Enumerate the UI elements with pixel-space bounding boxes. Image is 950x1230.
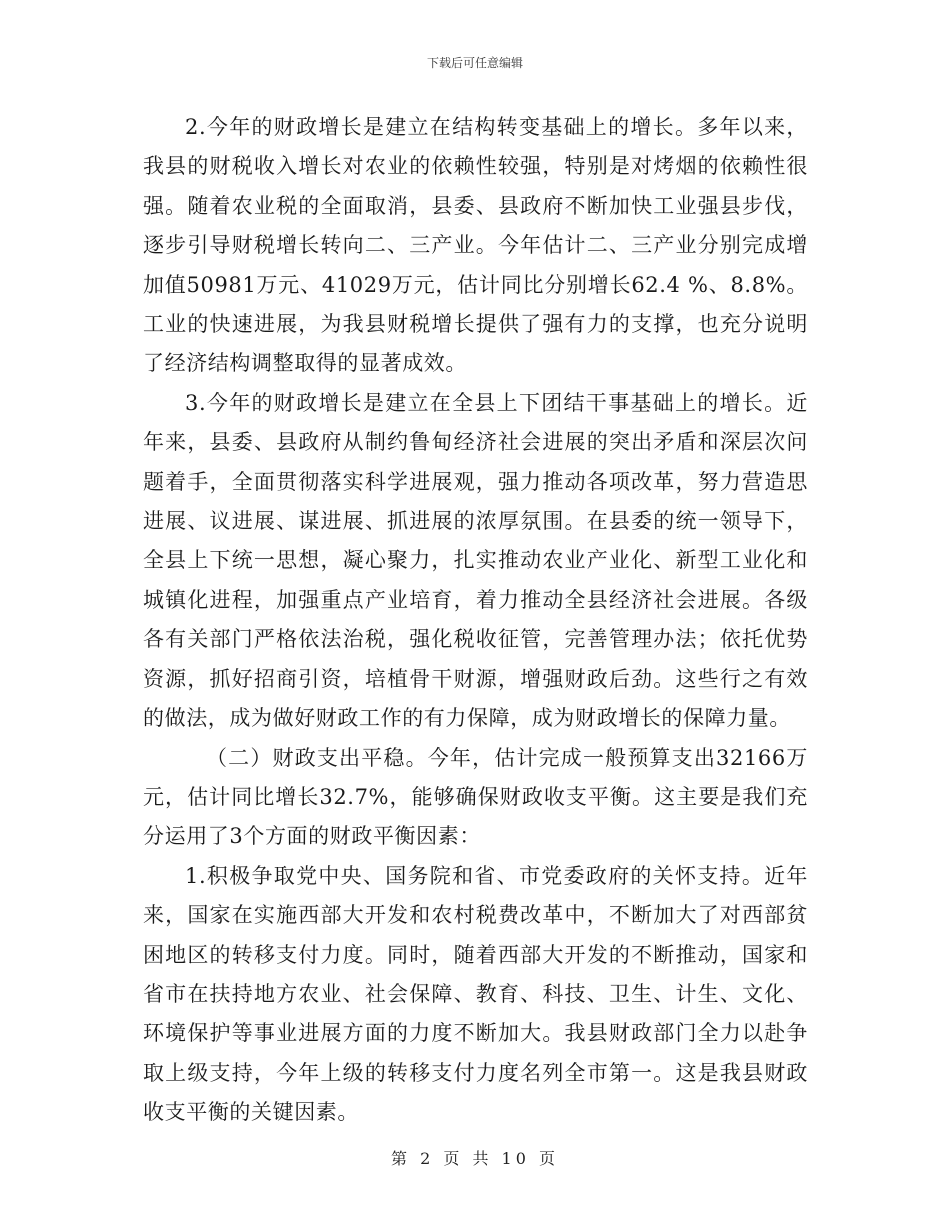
page-header: 下载后可任意编辑: [426, 56, 523, 70]
paragraph-expenditure-stable: （二）财政支出平稳。今年，估计完成一般预算支出32166万元，估计同比增长32.7%，能够确保财政收支平衡。这主要是我们充分运用了3个方面的财政平衡因素：: [143, 745, 808, 849]
document-body: [143, 108, 808, 1133]
paragraph-central-support: 1.积极争取党中央、国务院和省、市党委政府的关怀支持。近年来，国家在实施西部大开发和农村税费改革中，不断加大了对西部贫困地区的转移支付力度。同时，随着西部大开发的不断推动，国家和省市在扶持地方农业、社会保障、教育、科技、卫生、计生、文化、环境保护等事业进展方面的力度不断加大。我县财政部门全力以赴争取上级支持，今年上级的转移支付力度名列全市第一。这是我县财政收支平衡的关键因素。: [143, 863, 808, 1125]
page-number: 第 2 页 共 10 页: [391, 1149, 559, 1168]
paragraph-unity-growth: 3.今年的财政增长是建立在全县上下团结干事基础上的增长。近年来，县委、县政府从制约鲁甸经济社会进展的突出矛盾和深层次问题着手，全面贯彻落实科学进展观，强力推动各项改革，努力营造思进展、议进展、谋进展、抓进展的浓厚氛围。在县委的统一领导下，全县上下统一思想，凝心聚力，扎实推动农业产业化、新型工业化和城镇化进程，加强重点产业培育，着力推动全县经济社会进展。各级各有关部门严格依法治税，强化税收征管，完善管理办法；依托优势资源，抓好招商引资，培植骨干财源，增强财政后劲。这些行之有效的做法，成为做好财政工作的有力保障，成为财政增长的保障力量。: [143, 390, 808, 731]
paragraph-structural-growth: 2.今年的财政增长是建立在结构转变基础上的增长。多年以来，我县的财税收入增长对农业的依赖性较强，特别是对烤烟的依赖性很强。随着农业税的全面取消，县委、县政府不断加快工业强县步伐，逐步引导财税增长转向二、三产业。今年估计二、三产业分别完成增加值50981万元、41029万元，估计同比分别增长62.4 %、8.8%。工业的快速进展，为我县财税增长提供了强有力的支撑，也充分说明了经济结构调整取得的显著成效。: [143, 115, 808, 376]
